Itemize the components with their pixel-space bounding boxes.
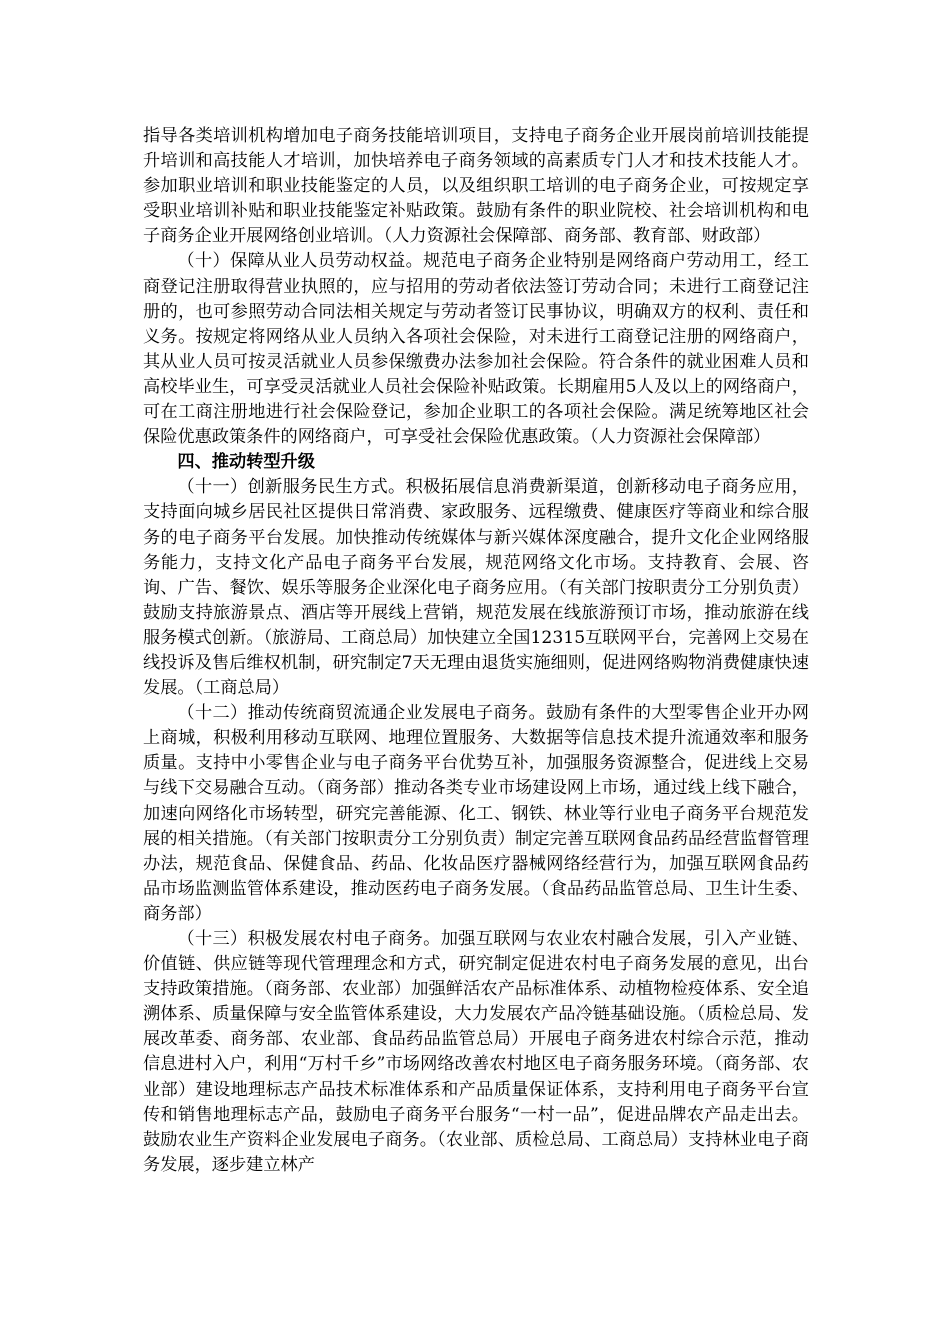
paragraph-rural-ecommerce: （十三）积极发展农村电子商务。加强互联网与农业农村融合发展，引入产业链、价值链、供应链等现代管理理念和方式，研究制定促进农村电子商务发展的意见，出台支持政策措施。（商务部、农业部）加强鲜活农产品标准体系、动植物检疫体系、安全追溯体系、质量保障与安全监管体系建设，大力发展农产品冷链基础设施。（质检总局、发展改革委、商务部、农业部、食品药品监管总局）开展电子商务进农村综合示范，推动信息进村入户，利用“万村千乡”市场网络改善农村地区电子商务服务环境。（商务部、农业部）建设地理标志产品技术标准体系和产品质量保证体系，支持利用电子商务平台宣传和销售地理标志产品，鼓励电子商务平台服务“一村一品”，促进品牌农产品走出去。鼓励农业生产资料企业发展电子商务。（农业部、质检总局、工商总局）支持林业电子商务发展，逐步建立林产: [143, 929, 809, 1175]
section-heading-upgrade: 四、推动转型升级: [177, 452, 315, 473]
paragraph-labor-rights: （十）保障从业人员劳动权益。规范电子商务企业特别是网络商户劳动用工，经工商登记注册取得营业执照的，应与招用的劳动者依法签订劳动合同；未进行工商登记注册的，也可参照劳动合同法相关规定与劳动者签订民事协议，明确双方的权利、责任和义务。按规定将网络从业人员纳入各项社会保险，对未进行工商登记注册的网络商户，其从业人员可按灵活就业人员参保缴费办法参加社会保险。符合条件的就业困难人员和高校毕业生，可享受灵活就业人员社会保险补贴政策。长期雇用5人及以上的网络商户，可在工商注册地进行社会保险登记，参加企业职工的各项社会保险。满足统筹地区社会保险优惠政策条件的网络商户，可享受社会保险优惠政策。（人力资源社会保障部）: [143, 251, 809, 448]
paragraph-training: 指导各类培训机构增加电子商务技能培训项目，支持电子商务企业开展岗前培训技能提升培训和高技能人才培训，加快培养电子商务领域的高素质专门人才和技术技能人才。参加职业培训和职业技能鉴定的人员，以及组织职工培训的电子商务企业，可按规定享受职业培训补贴和职业技能鉴定补贴政策。鼓励有条件的职业院校、社会培训机构和电子商务企业开展网络创业培训。（人力资源社会保障部、商务部、教育部、财政部）: [143, 126, 809, 247]
document-page: [143, 124, 809, 1178]
paragraph-traditional-retail: （十二）推动传统商贸流通企业发展电子商务。鼓励有条件的大型零售企业开办网上商城，积极利用移动互联网、地理位置服务、大数据等信息技术提升流通效率和服务质量。支持中小零售企业与电子商务平台优势互补，加强服务资源整合，促进线上交易与线下交易融合互动。（商务部）推动各类专业市场建设网上市场，通过线上线下融合，加速向网络化市场转型，研究完善能源、化工、钢铁、林业等行业电子商务平台规范发展的相关措施。（有关部门按职责分工分别负责）制定完善互联网食品药品经营监督管理办法，规范食品、保健食品、药品、化妆品医疗器械网络经营行为，加强互联网食品药品市场监测监管体系建设，推动医药电子商务发展。（食品药品监管总局、卫生计生委、商务部）: [143, 703, 809, 924]
paragraph-service-innovation: （十一）创新服务民生方式。积极拓展信息消费新渠道，创新移动电子商务应用，支持面向城乡居民社区提供日常消费、家政服务、远程缴费、健康医疗等商业和综合服务的电子商务平台发展。加快推动传统媒体与新兴媒体深度融合，提升文化企业网络服务能力，支持文化产品电子商务平台发展，规范网络文化市场。支持教育、会展、咨询、广告、餐饮、娱乐等服务企业深化电子商务应用。（有关部门按职责分工分别负责）鼓励支持旅游景点、酒店等开展线上营销，规范发展在线旅游预订市场，推动旅游在线服务模式创新。（旅游局、工商总局）加快建立全国12315互联网平台，完善网上交易在线投诉及售后维权机制，研究制定7天无理由退货实施细则，促进网络购物消费健康快速发展。（工商总局）: [143, 477, 809, 699]
